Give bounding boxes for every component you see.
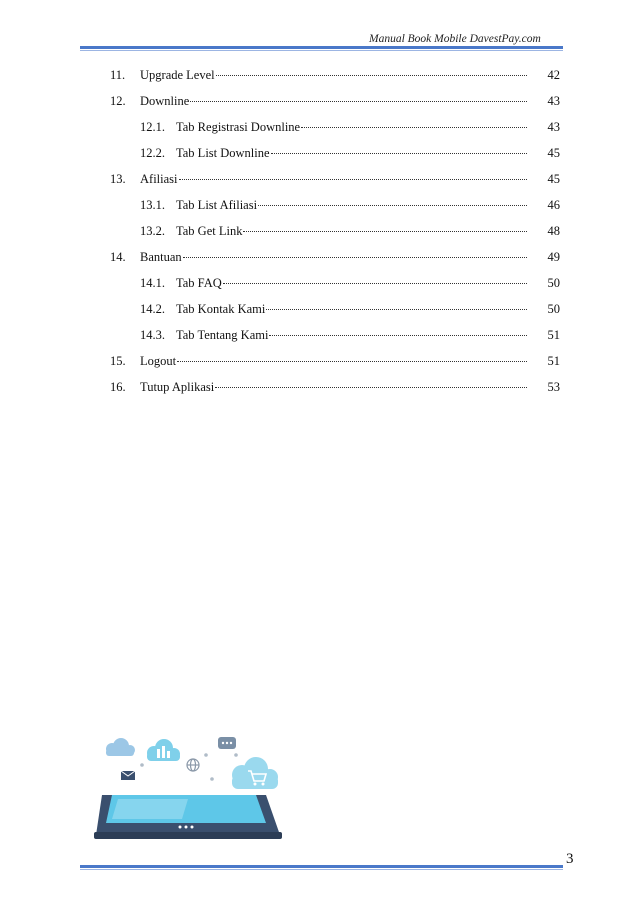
header-rule xyxy=(80,46,563,51)
toc-number: 12.1. xyxy=(140,120,165,134)
toc-page-number: 50 xyxy=(547,302,560,316)
toc-leader-dots xyxy=(183,257,527,258)
toc-number: 13.1. xyxy=(140,198,165,212)
toc-page-number: 45 xyxy=(547,172,560,186)
toc-entry[interactable] xyxy=(110,218,560,244)
toc-leader-dots xyxy=(223,283,527,284)
toc-number: 12. xyxy=(110,94,126,108)
toc-leader-dots xyxy=(177,361,527,362)
toc-entry[interactable] xyxy=(110,374,560,400)
toc-number: 12.2. xyxy=(140,146,165,160)
toc-number: 14. xyxy=(110,250,126,264)
toc-page-number: 45 xyxy=(547,146,560,160)
toc-leader-dots xyxy=(271,153,527,154)
globe-icon xyxy=(187,759,199,771)
toc-number: 15. xyxy=(110,354,126,368)
toc-entry[interactable] xyxy=(110,192,560,218)
toc-page-number: 51 xyxy=(547,328,560,342)
chart-cloud-icon xyxy=(147,739,180,761)
page-number: 3 xyxy=(566,851,574,867)
toc-entry[interactable] xyxy=(110,270,560,296)
toc-leader-dots xyxy=(215,387,527,388)
toc-entry[interactable] xyxy=(110,166,560,192)
toc-label: Downline xyxy=(140,94,190,108)
toc-label: Tab Kontak Kami xyxy=(176,302,266,316)
toc-entry[interactable] xyxy=(110,244,560,270)
toc-page-number: 43 xyxy=(547,120,560,134)
toc-label: Afiliasi xyxy=(140,172,178,186)
toc-entry[interactable] xyxy=(110,348,560,374)
header-title: Manual Book Mobile DavestPay.com xyxy=(369,33,541,45)
toc-page-number: 50 xyxy=(547,276,560,290)
toc-leader-dots xyxy=(179,179,528,180)
toc-label: Logout xyxy=(140,354,177,368)
toc-page-number: 51 xyxy=(547,354,560,368)
toc-label: Bantuan xyxy=(140,250,182,264)
toc-number: 14.2. xyxy=(140,302,165,316)
toc-page-number: 46 xyxy=(547,198,560,212)
toc-entry[interactable] xyxy=(110,62,560,88)
toc-label: Upgrade Level xyxy=(140,68,215,82)
toc-leader-dots xyxy=(301,127,527,128)
cart-cloud-icon xyxy=(232,757,278,789)
toc-entry[interactable] xyxy=(110,296,560,322)
chat-icon xyxy=(218,737,236,749)
toc-label: Tab Registrasi Downline xyxy=(176,120,301,134)
toc-number: 11. xyxy=(110,68,126,82)
cloud-icon xyxy=(106,738,135,756)
toc-leader-dots xyxy=(266,309,527,310)
tablet-cloud-illustration xyxy=(94,735,282,839)
table-of-contents xyxy=(110,62,560,400)
toc-leader-dots xyxy=(243,231,527,232)
footer-rule xyxy=(80,865,563,870)
toc-label: Tab FAQ xyxy=(176,276,222,290)
toc-entry[interactable] xyxy=(110,114,560,140)
toc-page-number: 53 xyxy=(547,380,560,394)
toc-leader-dots xyxy=(258,205,527,206)
toc-label: Tab List Downline xyxy=(176,146,270,160)
toc-leader-dots xyxy=(190,101,527,102)
toc-entry[interactable] xyxy=(110,140,560,166)
toc-entry[interactable] xyxy=(110,88,560,114)
toc-page-number: 48 xyxy=(547,224,560,238)
toc-label: Tab Tentang Kami xyxy=(176,328,269,342)
toc-page-number: 49 xyxy=(547,250,560,264)
toc-number: 13.2. xyxy=(140,224,165,238)
toc-label: Tab Get Link xyxy=(176,224,243,238)
toc-entry[interactable] xyxy=(110,322,560,348)
toc-label: Tab List Afiliasi xyxy=(176,198,258,212)
toc-number: 14.1. xyxy=(140,276,165,290)
toc-label: Tutup Aplikasi xyxy=(140,380,215,394)
toc-number: 13. xyxy=(110,172,126,186)
toc-leader-dots xyxy=(216,75,527,76)
mail-icon xyxy=(121,771,135,780)
toc-page-number: 43 xyxy=(547,94,560,108)
toc-leader-dots xyxy=(269,335,527,336)
toc-number: 16. xyxy=(110,380,126,394)
toc-page-number: 42 xyxy=(547,68,560,82)
toc-number: 14.3. xyxy=(140,328,165,342)
